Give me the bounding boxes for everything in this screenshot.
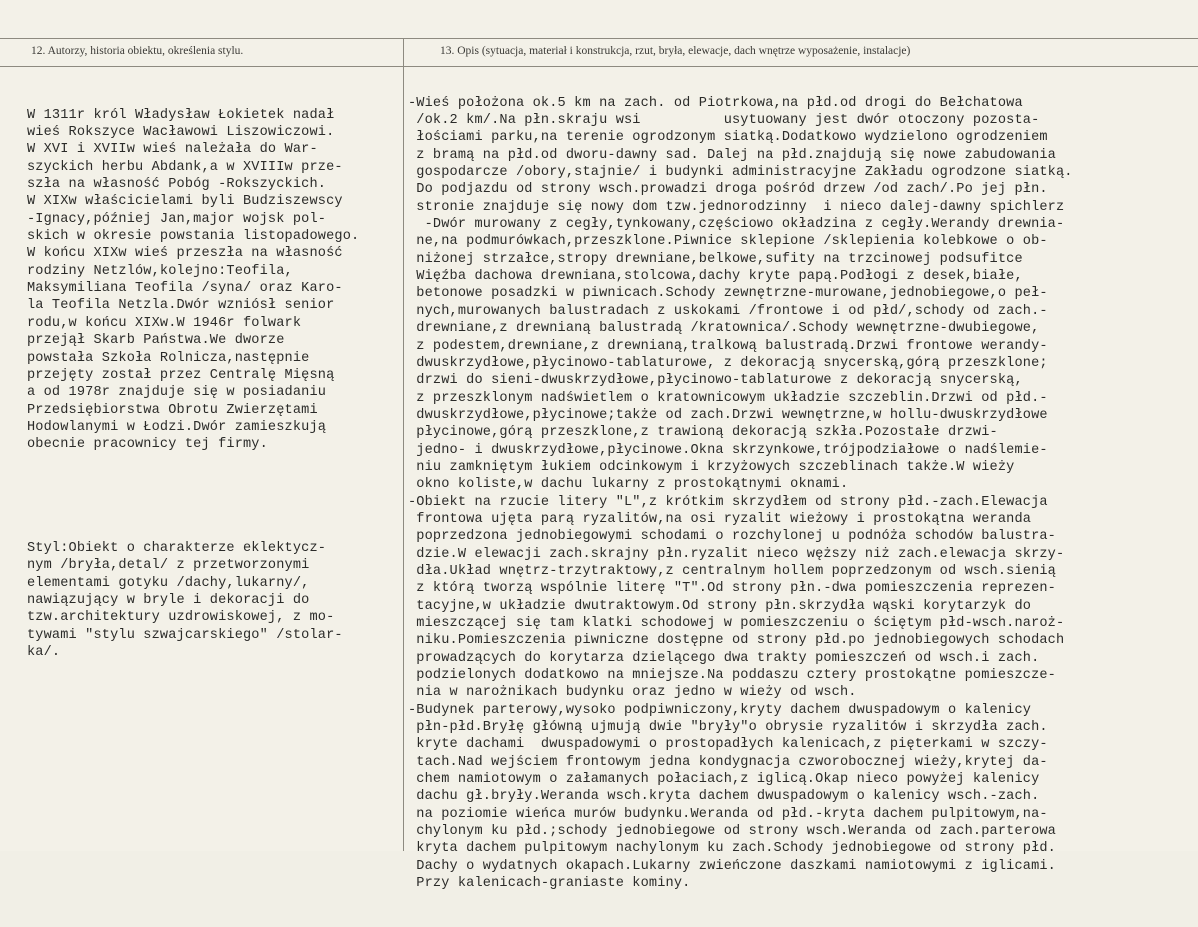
text-line: prowadzących do korytarza dzielącego dwa trakty pomieszczeń od wsch.i zach. bbox=[408, 650, 1040, 666]
text-line: obecnie pracownicy tej firmy. bbox=[27, 437, 268, 453]
text-line: ne,na podmurówkach,przeszklone.Piwnice sklepione /sklepienia kolebkowe o ob- bbox=[408, 234, 1048, 250]
text-line: /ok.2 km/.Na płn.skraju wsi usytuowany jest dwór otoczony pozosta- bbox=[408, 113, 1040, 129]
text-line: drewniane,z drewnianą balustradą /kratownica/.Schody wewnętrzne-dwubiegowe, bbox=[408, 321, 1040, 337]
text-line: tacyjne,w układzie dwutraktowym.Od strony płn.skrzydła wąski korytarzyk do bbox=[408, 598, 1032, 614]
history-text bbox=[27, 107, 359, 454]
text-line: -Wieś położona ok.5 km na zach. od Piotrkowa,na płd.od drogi do Bełchatowa bbox=[408, 95, 1023, 111]
text-line: Przedsiębiorstwa Obrotu Zwierzętami bbox=[27, 402, 318, 418]
text-line: dzie.W elewacji zach.skrajny płn.ryzalit nieco węższy niż zach.elewacja skrzy- bbox=[408, 546, 1065, 562]
text-line: płn-płd.Bryłę główną ujmują dwie "bryły"o obrysie ryzalitów i skrzydła zach. bbox=[408, 720, 1048, 736]
text-line: z przeszklonym nadświetlem o kratownicowym układzie szczeblin.Drzwi od płd.- bbox=[408, 390, 1048, 406]
text-line: betonowe posadzki w piwnicach.Schody zewnętrzne-murowane,jednobiegowe,o peł- bbox=[408, 286, 1048, 302]
text-line: -Dwór murowany z cegły,tynkowany,częściowo okładzina z cegły.Werandy drewnia- bbox=[408, 217, 1065, 233]
text-line: kryta dachem pulpitowym nachylonym ku zach.Schody jednobiegowe od strony płd. bbox=[408, 841, 1056, 857]
text-line: mieszczącej się tam klatki schodowej w pomieszczeniu o ściętym płd-wsch.naroż- bbox=[408, 616, 1065, 631]
text-line: skich w okresie powstania listopadowego. bbox=[27, 229, 360, 245]
text-line: podzielonych dodatkowo na mniejsze.Na poddaszu cztery prostokątne pomieszcze- bbox=[408, 668, 1056, 684]
text-line: chem namiotowym o załamanych połaciach,z iglicą.Okap nieco powyżej kalenicy bbox=[408, 772, 1040, 788]
text-line: chylonym ku płd.;schody jednobiegowe od strony wsch.Weranda od zach.parterowa bbox=[408, 824, 1056, 840]
text-line: jedno- i dwuskrzydłowe,płycinowe.Okna skrzynkowe,trójpodziałowe o nadślemie- bbox=[408, 442, 1048, 458]
text-line: W 1311r król Władysław Łokietek nadał bbox=[27, 107, 335, 123]
text-line: dwuskrzydłowe,płycinowo-tablaturowe, z dekoracją snycerską,górą przeszklone; bbox=[408, 355, 1048, 371]
top-rule bbox=[0, 38, 1198, 39]
text-line: poprzedzona jednobiegowymi schodami o rozchylonej u podnóża schodów balustra- bbox=[408, 529, 1056, 545]
section-12-title: 12. Autorzy, historia obiektu, określenia stylu. bbox=[31, 45, 244, 57]
text-line: nia w narożnikach budynku oraz jedno w wieży od wsch. bbox=[408, 685, 857, 701]
text-line: drzwi do sieni-dwuskrzydłowe,płycinowo-tablaturowe z dekoracją snycerską, bbox=[408, 373, 1023, 389]
text-line: na poziomie wieńca murów budynku.Weranda od płd.-kryta dachem pulpitowym,na- bbox=[408, 806, 1048, 822]
text-line: Maksymiliana Teofila /syna/ oraz Karo- bbox=[27, 281, 343, 297]
text-line: la Teofila Netzla.Dwór wzniósł senior bbox=[27, 298, 335, 314]
text-line: -Ignacy,później Jan,major wojsk pol- bbox=[27, 211, 327, 227]
text-line: dachu gł.bryły.Weranda wsch.kryta dachem dwuspadowym o kalenicy wsch.-zach. bbox=[408, 789, 1040, 805]
text-line: W XVI i XVIIw wieś należała do War- bbox=[27, 142, 318, 158]
text-line: -Budynek parterowy,wysoko podpiwniczony,kryty dachem dwuspadowym o kalenicy bbox=[408, 702, 1032, 718]
text-line: W XIXw właścicielami byli Budziszewscy bbox=[27, 194, 343, 210]
text-line: Więźba dachowa drewniana,stolcowa,dachy kryte papą.Podłogi z desek,białe, bbox=[408, 269, 1023, 285]
text-line: powstała Szkoła Rolnicza,następnie bbox=[27, 350, 310, 366]
text-line: tzw.architektury uzdrowiskowej, z mo- bbox=[27, 610, 335, 626]
text-line: Przy kalenicach-graniaste kominy. bbox=[408, 876, 691, 892]
text-line: tach.Nad wejściem frontowym jedna kondygnacja czworobocznej wieży,krytej da- bbox=[408, 754, 1048, 770]
description-column bbox=[408, 60, 1073, 927]
text-line: a od 1978r znajduje się w posiadaniu bbox=[27, 385, 327, 401]
text-line: kryte dachami dwuspadowymi o prostopadłych kalenicach,z pięterkami w szczy- bbox=[408, 737, 1048, 753]
text-line: szyckich herbu Abdank,a w XVIIIw prze- bbox=[27, 159, 343, 175]
section-13-title: 13. Opis (sytuacja, materiał i konstrukcja, rzut, bryła, elewacje, dach wnętrze wyposażenie, instalacje) bbox=[440, 45, 911, 57]
text-line: rodu,w końcu XIXw.W 1946r folwark bbox=[27, 315, 302, 331]
text-line: niżonej strzałce,stropy drewniane,belkowe,sufity na trzcinowej podsufitce bbox=[408, 251, 1023, 267]
text-line: elementami gotyku /dachy,lukarny/, bbox=[27, 575, 310, 591]
paragraph-gap bbox=[27, 488, 359, 505]
text-line: tywami "stylu szwajcarskiego" /stolar- bbox=[27, 627, 343, 643]
text-line: frontowa ujęta parą ryzalitów,na osi ryzalit wieżowy i prostokątna weranda bbox=[408, 511, 1032, 527]
text-line: stronie znajduje się nowy dom tzw.jednorodzinny i nieco dalej-dawny spichlerz bbox=[408, 199, 1065, 215]
text-line: gospodarcze /obory,stajnie/ i budynki administracyjne Zakładu ogrodzone siatką. bbox=[408, 165, 1073, 181]
text-line: nych,murowanych balustradach z uskokami /frontowe i od płd/,schody od zach.- bbox=[408, 303, 1048, 319]
text-line: niu zamkniętym łukiem odcinkowym i krzyżowych szczeblinach także.W wieży bbox=[408, 459, 1015, 475]
text-line: rodziny Netzlów,kolejno:Teofila, bbox=[27, 263, 293, 279]
text-line: z bramą na płd.od dworu-dawny sad. Dalej na płd.znajdują się nowe zabudowania bbox=[408, 147, 1056, 163]
text-line: przejęty został przez Centralę Mięsną bbox=[27, 367, 335, 383]
text-line: Hodowlanymi w Łodzi.Dwór zamieszkują bbox=[27, 419, 327, 435]
style-text bbox=[27, 540, 359, 661]
text-line: łościami parku,na terenie ogrodzonym siatką.Dodatkowo wydzielono ogrodzeniem bbox=[408, 130, 1048, 146]
text-line: dła.Układ wnętrz-trzytraktowy,z centralnym hollem poprzedzonym od wsch.sienią bbox=[408, 563, 1056, 579]
text-line: W końcu XIXw wieś przeszła na własność bbox=[27, 246, 343, 262]
text-line: Do podjazdu od strony wsch.prowadzi droga pośród drzew /od zach/.Po jej płn. bbox=[408, 182, 1048, 198]
text-line: z którą tworzą wspólnie literę "T".Od strony płn.-dwa pomieszczenia reprezen- bbox=[408, 581, 1056, 597]
text-line: nym /bryła,detal/ z przetworzonymi bbox=[27, 558, 310, 574]
text-line: ka/. bbox=[27, 645, 61, 660]
text-line: płycinowe,górą przeszklone,z trawioną dekoracją szkła.Pozostałe drzwi- bbox=[408, 425, 998, 441]
text-line: okno koliste,w dachu lukarny z prostokątnymi oknami. bbox=[408, 477, 849, 493]
text-line: szła na własność Pobóg -Rokszyckich. bbox=[27, 177, 327, 193]
description-text bbox=[408, 95, 1073, 893]
text-line: dwuskrzydłowe,płycinowe;także od zach.Drzwi wewnętrzne,w hollu-dwuskrzydłowe bbox=[408, 407, 1048, 423]
text-line: nawiązujący w bryle i dekoracji do bbox=[27, 592, 310, 608]
text-line: wieś Rokszyce Wacławowi Liszowiczowi. bbox=[27, 125, 335, 141]
text-line: Dachy o wydatnych okapach.Lukarny zwieńczone daszkami namiotowymi z iglicami. bbox=[408, 858, 1056, 874]
column-divider bbox=[403, 38, 404, 851]
text-line: przejął Skarb Państwa.We dworze bbox=[27, 333, 285, 349]
text-line: niku.Pomieszczenia piwniczne dostępne od strony płd.po jednobiegowych schodach bbox=[408, 633, 1065, 649]
text-line: -Obiekt na rzucie litery "L",z krótkim skrzydłem od strony płd.-zach.Elewacja bbox=[408, 494, 1048, 510]
text-line: z podestem,drewniane,z drewnianą,tralkową balustradą.Drzwi frontowe werandy- bbox=[408, 338, 1048, 354]
history-column bbox=[27, 72, 359, 696]
text-line: Styl:Obiekt o charakterze eklektycz- bbox=[27, 540, 327, 556]
